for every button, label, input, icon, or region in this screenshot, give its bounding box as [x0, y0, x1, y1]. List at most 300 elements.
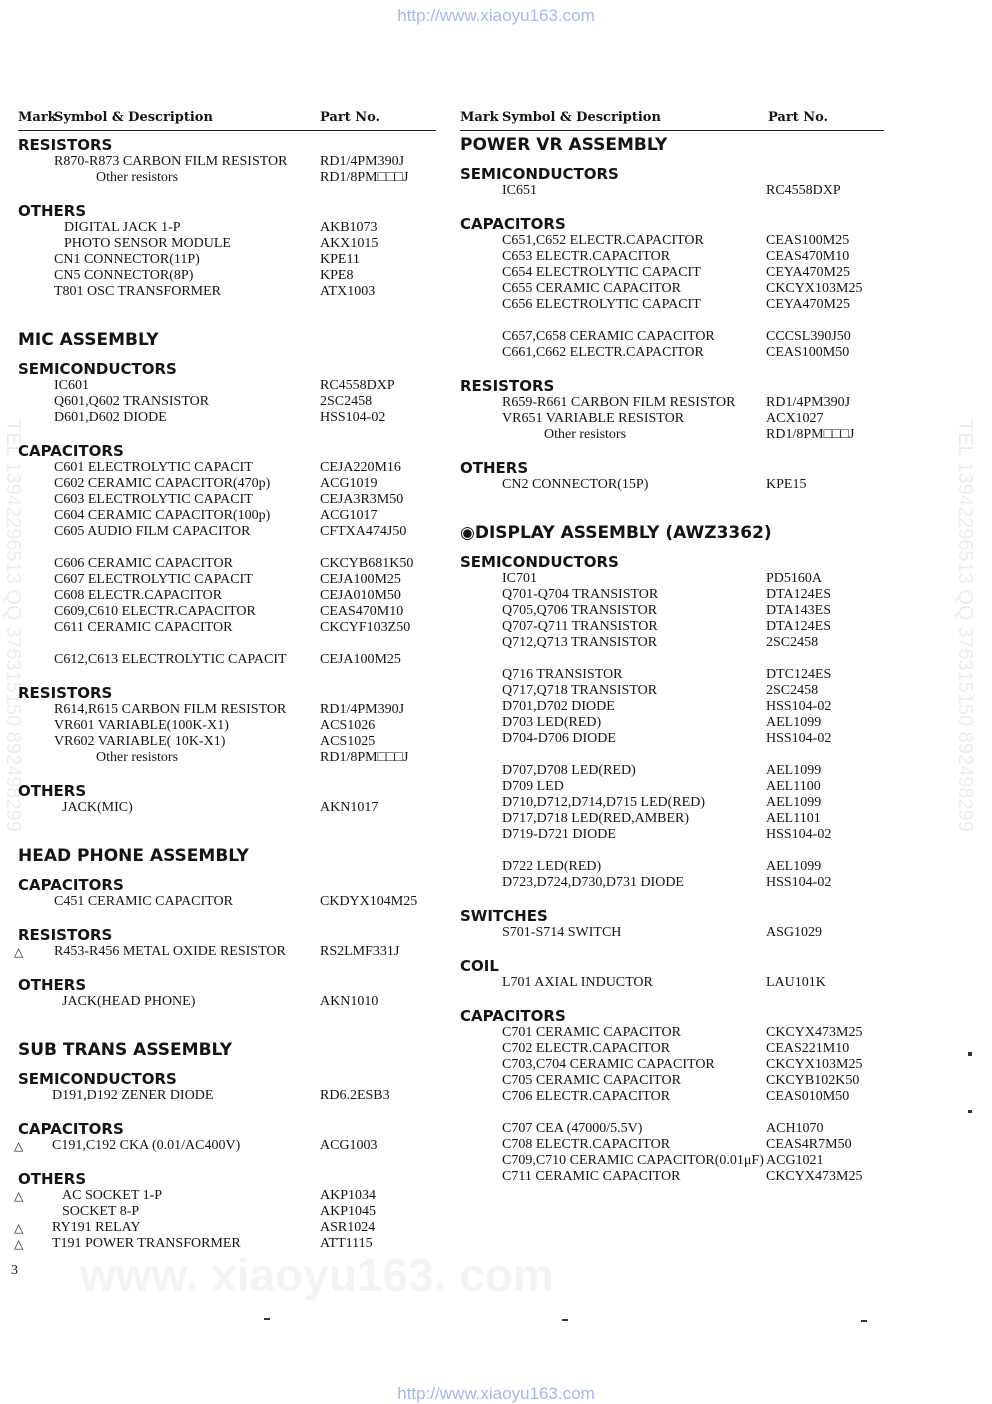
item-description: D191,D192 ZENER DIODE [52, 1088, 214, 1103]
list-item [18, 894, 436, 910]
part-number: ACS1026 [320, 718, 376, 733]
list-item [460, 265, 884, 281]
item-list [460, 329, 884, 361]
item-list [460, 571, 884, 651]
item-description: Other resistors [544, 427, 627, 442]
part-number: ACS1025 [320, 734, 376, 749]
section-title: CAPACITORS [460, 215, 566, 233]
item-description: D710,D712,D714,D715 LED(RED) [502, 795, 705, 810]
item-description: C703,C704 CERAMIC CAPACITOR [502, 1057, 715, 1072]
item-list [14, 944, 436, 960]
part-number: CKDYX104M25 [320, 894, 418, 909]
item-list [18, 378, 436, 426]
part-number: ASG1029 [766, 925, 823, 940]
part-number: CEAS221M10 [766, 1041, 850, 1056]
item-description: R659-R661 CARBON FILM RESISTOR [502, 395, 736, 410]
part-number: 2SC2458 [766, 635, 819, 650]
part-number: 2SC2458 [766, 683, 819, 698]
part-number: HSS104-02 [766, 827, 832, 842]
section-title: OTHERS [18, 976, 87, 994]
item-list [18, 220, 436, 300]
part-number: CEJA220M16 [320, 460, 401, 475]
list-item [460, 395, 884, 411]
part-number: HSS104-02 [320, 410, 386, 425]
safety-mark: △ [14, 1139, 24, 1153]
part-number: CKCYX103M25 [766, 281, 863, 296]
part-number: HSS104-02 [766, 699, 832, 714]
part-number: CCCSL390J50 [766, 329, 851, 344]
item-description: C605 AUDIO FILM CAPACITOR [54, 524, 251, 539]
list-item [460, 827, 884, 843]
part-number: CKCYX473M25 [766, 1025, 863, 1040]
left-column [14, 108, 436, 1252]
scan-mark [968, 1110, 972, 1113]
table-header-left [18, 108, 436, 131]
part-number: RD1/8PM□□□J [320, 170, 409, 185]
header-part: Part No. [320, 110, 381, 125]
part-number: AKP1045 [320, 1204, 377, 1219]
part-number: CKCYB102K50 [766, 1073, 860, 1088]
list-item [460, 859, 884, 875]
list-item [460, 281, 884, 297]
section-title: RESISTORS [460, 377, 555, 395]
list-item [460, 975, 884, 991]
section-title: CAPACITORS [18, 442, 124, 460]
item-description: C604 CERAMIC CAPACITOR(100p) [54, 508, 271, 523]
item-list [14, 1188, 436, 1252]
item-list [460, 667, 884, 747]
part-number: DTA143ES [766, 603, 831, 618]
part-number: CEJA3R3M50 [320, 492, 404, 507]
scan-mark [264, 1318, 270, 1320]
section-title: CAPACITORS [18, 876, 124, 894]
item-description: AC SOCKET 1-P [62, 1188, 163, 1203]
part-number: AKX1015 [320, 236, 379, 251]
list-item [14, 1220, 436, 1236]
section-title: RESISTORS [18, 926, 113, 944]
list-item [460, 635, 884, 651]
list-item [18, 492, 436, 508]
part-number: CEJA100M25 [320, 572, 401, 587]
list-item [460, 683, 884, 699]
part-number: HSS104-02 [766, 875, 832, 890]
part-number: RD1/8PM□□□J [320, 750, 409, 765]
item-description: D704-D706 DIODE [502, 731, 616, 746]
list-item [18, 1088, 436, 1104]
watermark-vertical-left: TEL 13942296513 QQ 376315150 892498299 [2, 420, 24, 832]
list-item [460, 1089, 884, 1105]
list-item [460, 411, 884, 427]
list-item [460, 795, 884, 811]
safety-mark: △ [14, 1221, 24, 1235]
item-description: D701,D702 DIODE [502, 699, 615, 714]
part-number: CEAS010M50 [766, 1089, 850, 1104]
item-description: PHOTO SENSOR MODULE [64, 236, 231, 251]
part-number: CEAS470M10 [320, 604, 404, 619]
list-item [14, 944, 436, 960]
item-description: C607 ELECTROLYTIC CAPACIT [54, 572, 253, 587]
section-title: RESISTORS [18, 136, 113, 154]
list-item [460, 249, 884, 265]
item-description: C705 CERAMIC CAPACITOR [502, 1073, 681, 1088]
part-number: AEL1099 [766, 795, 822, 810]
item-description: C702 ELECTR.CAPACITOR [502, 1041, 671, 1056]
list-item [18, 220, 436, 236]
list-item [14, 1236, 436, 1252]
list-item [460, 477, 884, 493]
watermark-url-bottom: http://www.xiaoyu163.com [397, 1384, 595, 1403]
item-description: IC651 [502, 183, 537, 198]
item-description: CN2 CONNECTOR(15P) [502, 477, 649, 492]
list-item [460, 925, 884, 941]
item-list [14, 1138, 436, 1154]
item-description: CN5 CONNECTOR(8P) [54, 268, 194, 283]
item-description: Q712,Q713 TRANSISTOR [502, 635, 658, 650]
list-item [460, 1025, 884, 1041]
header-symbol: Symbol & Description [502, 110, 661, 125]
list-item [18, 994, 436, 1010]
part-number: KPE11 [320, 252, 360, 267]
part-number: CEJA100M25 [320, 652, 401, 667]
item-description: VR602 VARIABLE( 10K-X1) [54, 734, 226, 749]
list-item [14, 1138, 436, 1154]
right-column [460, 108, 884, 1185]
item-description: C612,C613 ELECTROLYTIC CAPACIT [54, 652, 287, 667]
list-item [18, 394, 436, 410]
part-number: ACX1027 [766, 411, 824, 426]
list-item [460, 699, 884, 715]
list-item [14, 1188, 436, 1204]
scan-mark [861, 1320, 867, 1322]
list-item [460, 667, 884, 683]
list-item [460, 763, 884, 779]
part-number: AKP1034 [320, 1188, 377, 1203]
item-description: C451 CERAMIC CAPACITOR [54, 894, 233, 909]
list-item [18, 652, 436, 668]
list-item [460, 345, 884, 361]
part-number: DTA124ES [766, 619, 831, 634]
item-description: Q705,Q706 TRANSISTOR [502, 603, 658, 618]
item-description: D722 LED(RED) [502, 859, 602, 874]
part-number: AEL1100 [766, 779, 821, 794]
part-number: ACG1003 [320, 1138, 378, 1153]
part-number: CKCYF103Z50 [320, 620, 411, 635]
part-number: 2SC2458 [320, 394, 373, 409]
item-description: C608 ELECTR.CAPACITOR [54, 588, 223, 603]
item-list [460, 395, 884, 443]
item-list [460, 859, 884, 891]
part-number: LAU101K [766, 975, 826, 990]
safety-mark: △ [14, 945, 24, 959]
part-number: RD1/8PM□□□J [766, 427, 855, 442]
list-item [18, 750, 436, 766]
list-item [18, 588, 436, 604]
part-number: ASR1024 [320, 1220, 376, 1235]
item-description: SOCKET 8-P [62, 1204, 140, 1219]
section-title: SEMICONDUCTORS [18, 360, 177, 378]
list-item [460, 427, 884, 443]
item-list [18, 800, 436, 816]
assembly-title: ◉DISPLAY ASSEMBLY (AWZ3362) [460, 523, 772, 543]
list-item [18, 378, 436, 394]
part-number: RD1/4PM390J [766, 395, 851, 410]
list-item [460, 1073, 884, 1089]
item-description: Q707-Q711 TRANSISTOR [502, 619, 658, 634]
item-description: C609,C610 ELECTR.CAPACITOR [54, 604, 256, 619]
list-item [18, 1204, 436, 1220]
part-number: KPE15 [766, 477, 807, 492]
part-number: ACH1070 [766, 1121, 824, 1136]
list-item [18, 604, 436, 620]
list-item [18, 556, 436, 572]
item-description: DIGITAL JACK 1-P [64, 220, 181, 235]
item-list [460, 1025, 884, 1105]
section-title: COIL [460, 957, 499, 975]
assembly-title: SUB TRANS ASSEMBLY [18, 1040, 233, 1060]
part-number: HSS104-02 [766, 731, 832, 746]
part-number: RS2LMF331J [320, 944, 400, 959]
section-title: OTHERS [18, 782, 87, 800]
item-description: S701-S714 SWITCH [502, 925, 622, 940]
list-item [18, 572, 436, 588]
list-item [460, 1153, 884, 1169]
section-title: CAPACITORS [18, 1120, 124, 1138]
item-description: Other resistors [96, 170, 179, 185]
item-list [460, 183, 884, 199]
item-description: VR601 VARIABLE(100K-X1) [54, 718, 229, 733]
list-item [18, 800, 436, 816]
part-number: RD1/4PM390J [320, 154, 405, 169]
list-item [18, 508, 436, 524]
item-description: C653 ELECTR.CAPACITOR [502, 249, 671, 264]
header-symbol: Symbol & Description [54, 110, 213, 125]
watermark-url-top: http://www.xiaoyu163.com [397, 6, 595, 25]
list-item [18, 460, 436, 476]
item-description: RY191 RELAY [52, 1220, 141, 1235]
header-mark: Mark [18, 110, 57, 125]
list-item [460, 1057, 884, 1073]
part-number: RD6.2ESB3 [320, 1088, 390, 1103]
part-number: AKN1010 [320, 994, 379, 1009]
header-mark: Mark [460, 110, 499, 125]
part-number: AEL1101 [766, 811, 821, 826]
part-number: CEAS4R7M50 [766, 1137, 852, 1152]
item-description: Q601,Q602 TRANSISTOR [54, 394, 210, 409]
item-description: C655 CERAMIC CAPACITOR [502, 281, 681, 296]
item-description: C654 ELECTROLYTIC CAPACIT [502, 265, 701, 280]
list-item [18, 524, 436, 540]
part-number: KPE8 [320, 268, 354, 283]
item-list [18, 154, 436, 186]
list-item [460, 603, 884, 619]
item-description: C606 CERAMIC CAPACITOR [54, 556, 233, 571]
item-description: C602 CERAMIC CAPACITOR(470p) [54, 476, 271, 491]
part-number: AEL1099 [766, 763, 822, 778]
item-description: VR651 VARIABLE RESISTOR [502, 411, 685, 426]
safety-mark: △ [14, 1189, 24, 1203]
item-list [460, 925, 884, 941]
part-number: AEL1099 [766, 715, 822, 730]
part-number: AKN1017 [320, 800, 379, 815]
item-description: D717,D718 LED(RED,AMBER) [502, 811, 690, 826]
item-description: C706 ELECTR.CAPACITOR [502, 1089, 671, 1104]
item-list [460, 975, 884, 991]
section-title: CAPACITORS [460, 1007, 566, 1025]
item-description: IC701 [502, 571, 537, 586]
item-list [18, 556, 436, 636]
item-list [460, 477, 884, 493]
list-item [18, 284, 436, 300]
list-item [460, 875, 884, 891]
part-number: DTC124ES [766, 667, 832, 682]
part-number: CEYA470M25 [766, 265, 851, 280]
part-number: CKCYX103M25 [766, 1057, 863, 1072]
list-item [460, 329, 884, 345]
part-number: RC4558DXP [320, 378, 395, 393]
list-item [460, 587, 884, 603]
part-number: ACG1017 [320, 508, 378, 523]
list-item [460, 233, 884, 249]
item-description: T801 OSC TRANSFORMER [54, 284, 222, 299]
section-title: OTHERS [18, 1170, 87, 1188]
item-description: C656 ELECTROLYTIC CAPACIT [502, 297, 701, 312]
item-description: R614,R615 CARBON FILM RESISTOR [54, 702, 287, 717]
item-description: R870-R873 CARBON FILM RESISTOR [54, 154, 288, 169]
part-number: AKB1073 [320, 220, 378, 235]
part-number: CKCYX473M25 [766, 1169, 863, 1184]
section-title: SWITCHES [460, 907, 548, 925]
item-description: C603 ELECTROLYTIC CAPACIT [54, 492, 253, 507]
section-title: OTHERS [460, 459, 529, 477]
scan-mark [562, 1319, 568, 1321]
item-description: D723,D724,D730,D731 DIODE [502, 875, 684, 890]
item-description: IC601 [54, 378, 89, 393]
list-item [460, 571, 884, 587]
part-number: CEYA470M25 [766, 297, 851, 312]
item-list [18, 652, 436, 668]
scan-mark [968, 1052, 972, 1056]
item-description: C657,C658 CERAMIC CAPACITOR [502, 329, 715, 344]
list-item [18, 268, 436, 284]
part-number: CFTXA474J50 [320, 524, 407, 539]
section-title: SEMICONDUCTORS [18, 1070, 177, 1088]
part-number: CKCYB681K50 [320, 556, 414, 571]
list-item [18, 734, 436, 750]
list-item [18, 252, 436, 268]
item-description: D707,D708 LED(RED) [502, 763, 636, 778]
section-title: RESISTORS [18, 684, 113, 702]
item-description: C711 CERAMIC CAPACITOR [502, 1169, 681, 1184]
list-item [460, 715, 884, 731]
part-number: ACG1019 [320, 476, 378, 491]
item-list [18, 702, 436, 766]
item-description: JACK(MIC) [62, 800, 133, 815]
part-number: CEJA010M50 [320, 588, 401, 603]
item-description: C701 CERAMIC CAPACITOR [502, 1025, 681, 1040]
item-description: C611 CERAMIC CAPACITOR [54, 620, 233, 635]
item-description: C707 CEA (47000/5.5V) [502, 1121, 643, 1136]
header-part: Part No. [768, 110, 829, 125]
item-list [18, 460, 436, 540]
item-list [18, 994, 436, 1010]
watermark-vertical-right: TEL 13942296513 QQ 376315150 892498299 [954, 420, 976, 832]
part-number: AEL1099 [766, 859, 822, 874]
section-title: SEMICONDUCTORS [460, 165, 619, 183]
item-description: C709,C710 CERAMIC CAPACITOR(0.01μF) [502, 1153, 764, 1168]
list-item [18, 718, 436, 734]
item-description: D719-D721 DIODE [502, 827, 616, 842]
assembly-title: HEAD PHONE ASSEMBLY [18, 846, 249, 866]
item-description: C708 ELECTR.CAPACITOR [502, 1137, 671, 1152]
list-item [460, 1169, 884, 1185]
item-list [460, 1121, 884, 1185]
table-header-right [460, 108, 884, 131]
list-item [18, 236, 436, 252]
item-description: D601,D602 DIODE [54, 410, 167, 425]
item-description: D709 LED [502, 779, 564, 794]
list-item [460, 731, 884, 747]
item-description: Q701-Q704 TRANSISTOR [502, 587, 659, 602]
item-description: C651,C652 ELECTR.CAPACITOR [502, 233, 704, 248]
part-number: RC4558DXP [766, 183, 841, 198]
item-description: JACK(HEAD PHONE) [62, 994, 196, 1009]
item-description: L701 AXIAL INDUCTOR [502, 975, 653, 990]
list-item [460, 779, 884, 795]
list-item [18, 476, 436, 492]
list-item [460, 297, 884, 313]
safety-mark: △ [14, 1237, 24, 1251]
section-title: OTHERS [18, 202, 87, 220]
item-description: C661,C662 ELECTR.CAPACITOR [502, 345, 704, 360]
item-description: R453-R456 METAL OXIDE RESISTOR [54, 944, 286, 959]
item-description: D703 LED(RED) [502, 715, 602, 730]
item-description: C601 ELECTROLYTIC CAPACIT [54, 460, 253, 475]
watermark-big [80, 1248, 554, 1302]
part-number: ATT1115 [320, 1236, 373, 1251]
item-description: C191,C192 CKA (0.01/AC400V) [52, 1138, 241, 1153]
part-number: CEAS470M10 [766, 249, 850, 264]
part-number: CEAS100M25 [766, 233, 850, 248]
part-number: PD5160A [766, 571, 823, 586]
part-number: ATX1003 [320, 284, 376, 299]
page-number: 3 [11, 1263, 18, 1278]
item-description: Q717,Q718 TRANSISTOR [502, 683, 658, 698]
item-description: Q716 TRANSISTOR [502, 667, 623, 682]
list-item [460, 811, 884, 827]
list-item [18, 170, 436, 186]
assembly-title: POWER VR ASSEMBLY [460, 135, 668, 155]
section-title: SEMICONDUCTORS [460, 553, 619, 571]
item-list [460, 763, 884, 843]
item-list [18, 1088, 436, 1104]
list-item [18, 702, 436, 718]
part-number: CEAS100M50 [766, 345, 850, 360]
part-number: ACG1021 [766, 1153, 824, 1168]
list-item [460, 1121, 884, 1137]
list-item [460, 619, 884, 635]
list-item [460, 1041, 884, 1057]
item-list [18, 894, 436, 910]
list-item [460, 1137, 884, 1153]
item-description: CN1 CONNECTOR(11P) [54, 252, 200, 267]
item-description: T191 POWER TRANSFORMER [52, 1236, 241, 1251]
item-list [460, 233, 884, 313]
part-number: DTA124ES [766, 587, 831, 602]
item-description: Other resistors [96, 750, 179, 765]
part-number: RD1/4PM390J [320, 702, 405, 717]
list-item [18, 154, 436, 170]
assembly-title: MIC ASSEMBLY [18, 330, 159, 350]
